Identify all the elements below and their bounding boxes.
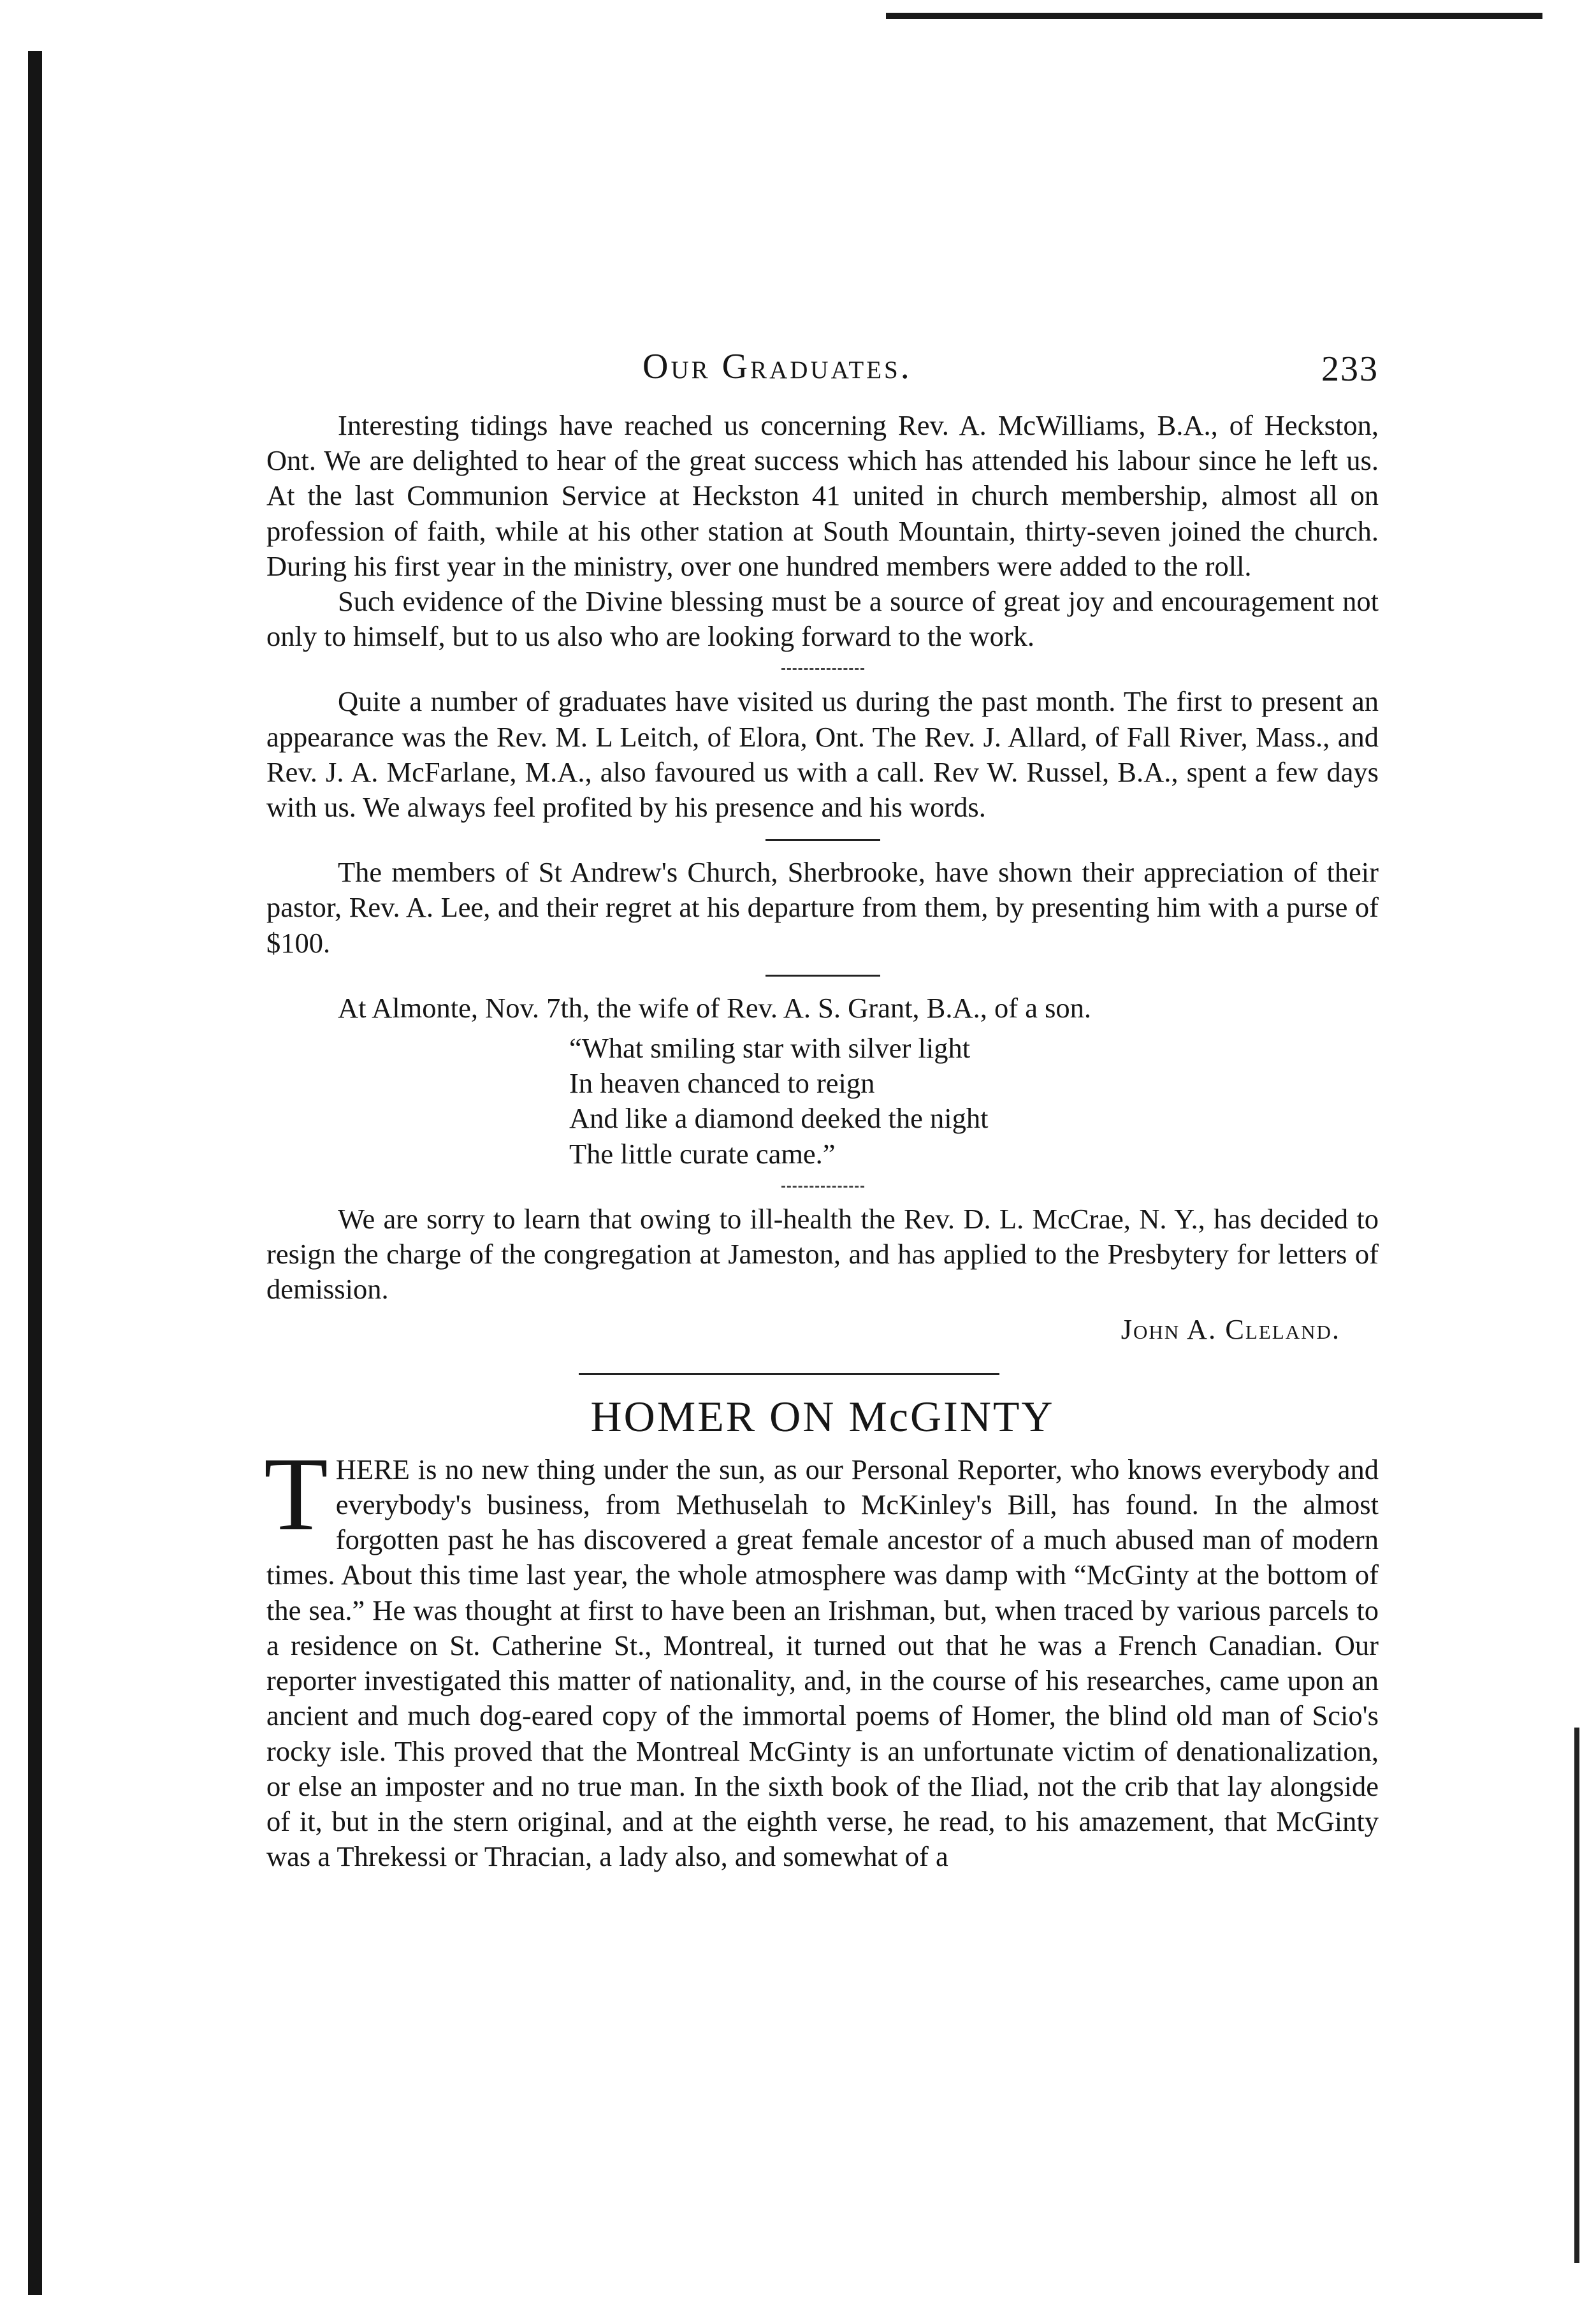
note-mcwilliams bbox=[266, 408, 1379, 654]
running-head bbox=[266, 338, 1379, 408]
note-visitors bbox=[266, 684, 1379, 825]
paragraph: Such evidence of the Divine blessing must be a source of great joy and encouragement not only to himself, but to us also who are looking forward to the work. bbox=[266, 585, 1379, 653]
resignation-note: We are sorry to learn that owing to ill-health the Rev. D. L. McCrae, N. Y., has decided to resign the charge of the congregation at Jameston, and has applied to the Presbytery for letters of demission. bbox=[266, 1202, 1379, 1306]
scan-right-edge bbox=[1574, 1728, 1579, 2263]
verse-line: The little curate came.” bbox=[569, 1137, 836, 1170]
article-text: HERE is no new thing under the sun, as our Personal Reporter, who knows everybody and everybody's business, from Methuselah to McKinley's Bill, has found. In the almost forgotten past he has discovered a great female ancestor of a much abused man of modern times. About this time last year, the whole atmosphere was damp with “McGinty at the bottom of the sea.” He was thought at first to have been an Irishman, but, when traced by various parcels to a residence on St. Catherine St., Montreal, it turned out that he was a French Canadian. Our reporter investigated this matter of nationality, and, in the course of his researches, came upon an ancient and much dog-eared copy of the immortal poems of Homer, the blind old man of Scio's rocky isle. This proved that the Montreal McGinty is an unfortunate victim of denationalization, or else an imposter and no true man. In the sixth book of the Iliad, not the crib that lay alongside of it, but in the stern original, and at the eighth verse, he read, to his amazement, that McGinty was a Threkessi or Thracian, a lady also, and somewhat of a bbox=[266, 1453, 1379, 1873]
signature: John A. Cleland. bbox=[1121, 1313, 1340, 1346]
article-paragraph bbox=[264, 1435, 1379, 1874]
separator-rule bbox=[765, 975, 880, 977]
article-title: HOMER ON McGINTY bbox=[590, 1392, 1055, 1441]
verse-line: “What smiling star with silver light bbox=[569, 1032, 971, 1065]
article-body bbox=[264, 1435, 1379, 1874]
page-number: 233 bbox=[1321, 349, 1379, 389]
note-sherbrooke bbox=[266, 855, 1379, 961]
drop-cap: T bbox=[264, 1435, 328, 1552]
top-edge-rule bbox=[886, 10, 1542, 19]
separator-rule bbox=[765, 839, 880, 841]
verse bbox=[569, 1031, 1379, 1172]
separator-rule bbox=[781, 1186, 864, 1188]
page bbox=[266, 338, 1379, 1874]
birth-notice: At Almonte, Nov. 7th, the wife of Rev. A. S. Grant, B.A., of a son. bbox=[338, 991, 1092, 1024]
paragraph: The members of St Andrew's Church, Sherbrooke, have shown their appreciation of their pastor, Rev. A. Lee, and their regret at his departure from them, by presenting him with a purse of $100. bbox=[266, 856, 1379, 959]
section-rule bbox=[579, 1373, 999, 1375]
paragraph: Quite a number of graduates have visited us during the past month. The first to present an appearance was the Rev. M. L Leitch, of Elora, Ont. The Rev. J. Allard, of Fall River, Mass., and Rev. J. A. McFarlane, M.A., also favoured us with a call. Rev W. Russel, B.A., spent a few days with us. We always feel profited by his presence and his words. bbox=[266, 685, 1379, 824]
separator-rule bbox=[781, 668, 864, 670]
verse-line: In heaven chanced to reign bbox=[569, 1067, 875, 1100]
verse-line: And like a diamond deeked the night bbox=[569, 1102, 989, 1135]
running-title: Our Graduates. bbox=[642, 347, 912, 386]
scan-binding-edge bbox=[28, 51, 42, 2295]
paragraph: Interesting tidings have reached us concerning Rev. A. McWilliams, B.A., of Heckston, Ont. We are delighted to hear of the great success which has attended his labour since he left us. At the last Communion Service at Heckston 41 united in church membership, almost all on profession of faith, while at his other station at South Mountain, thirty-seven joined the church. During his first year in the ministry, over one hundred members were added to the roll. bbox=[266, 409, 1379, 582]
